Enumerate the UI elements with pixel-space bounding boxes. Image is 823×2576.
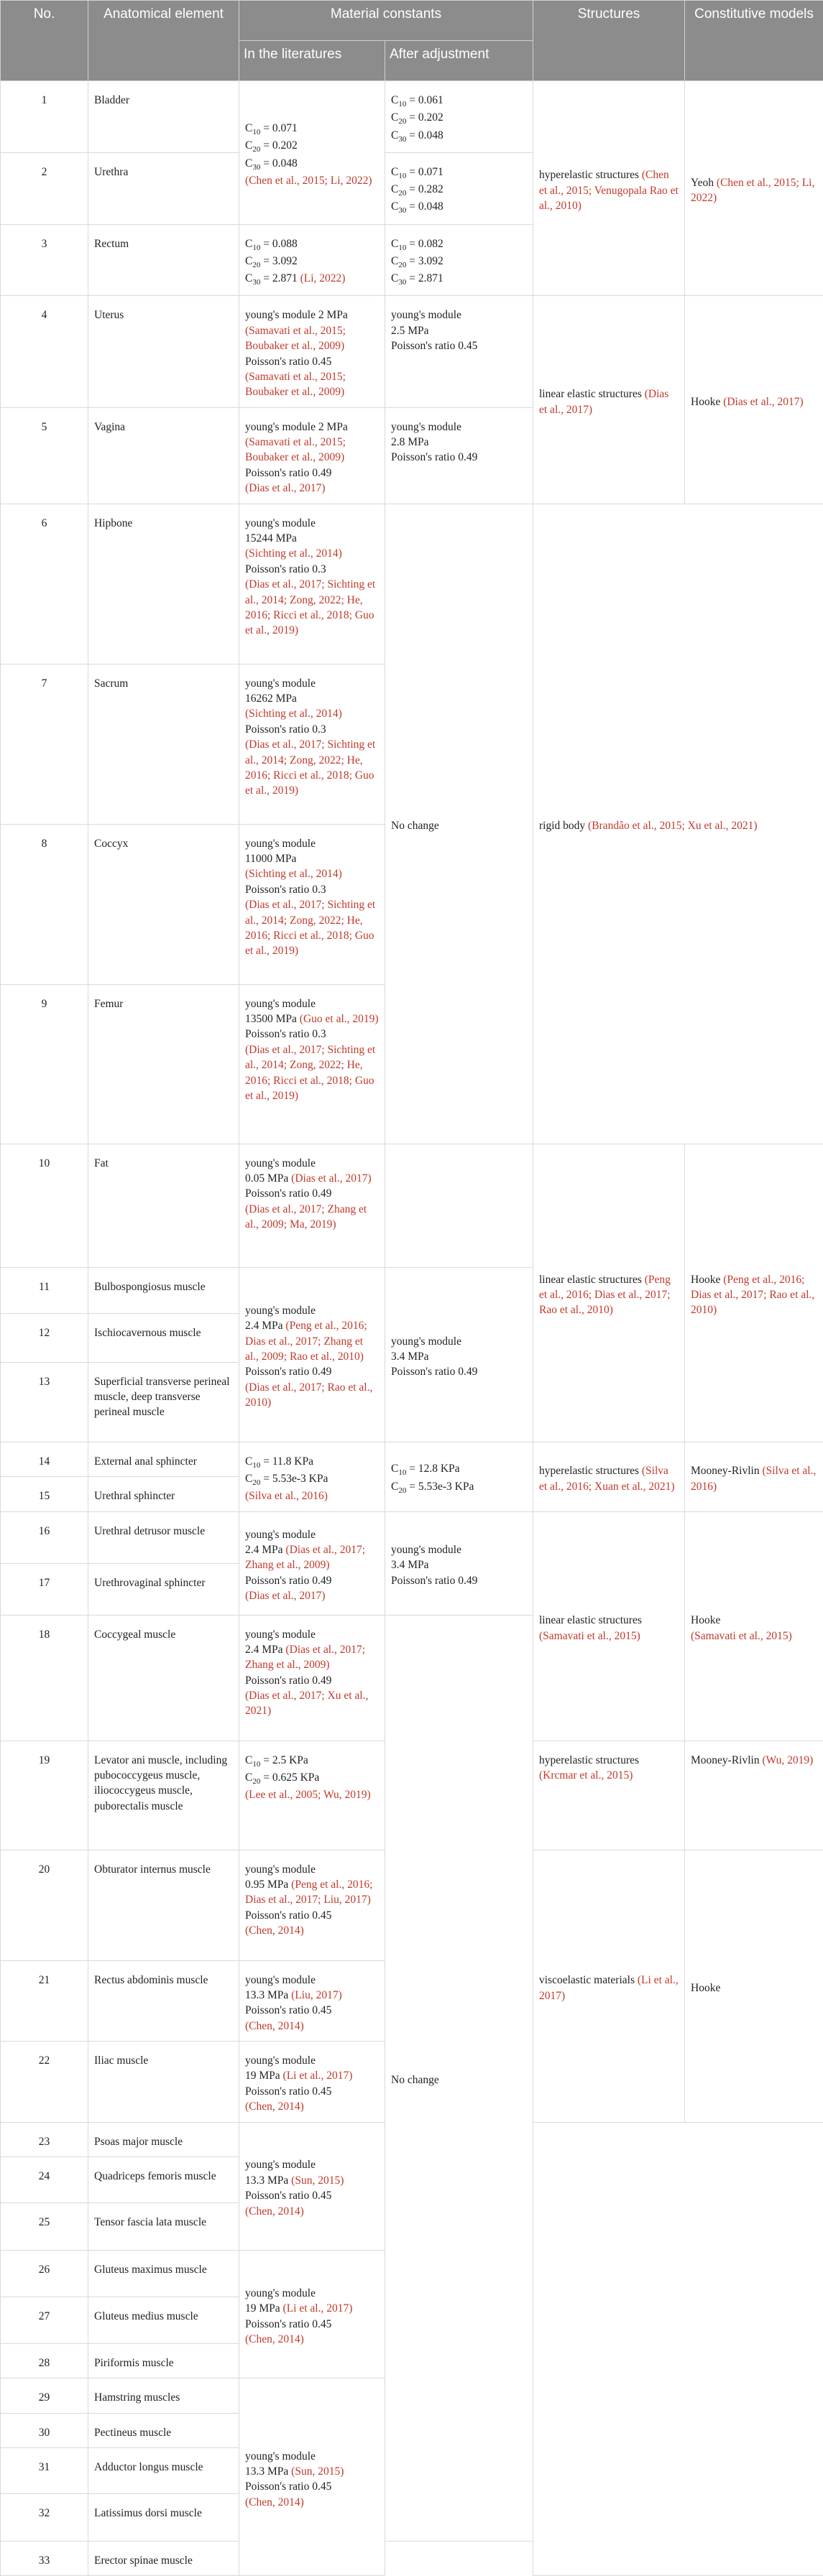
citation-link[interactable]: (Dias et al., 2017; Zhang et al., 2009) [245, 1544, 365, 1571]
literature-constants: young's module 13.3 MPa (Sun, 2015) Poisson's ratio 0.45 (Chen, 2014) [239, 2378, 385, 2576]
adjusted-constants: young's module 3.4 MPa Poisson's ratio 0.49 [385, 1511, 533, 1615]
model-cell: Yeoh (Chen et al., 2015; Li, 2022) [685, 81, 823, 296]
anatomical-element: Gluteus maximus muscle [88, 2250, 239, 2297]
anatomical-element: Psoas major muscle [88, 2122, 239, 2156]
citation-link[interactable]: (Peng et al., 2016; Dias et al., 2017; Rao et al., 2010) [691, 1274, 814, 1317]
anatomical-element: Urethral sphincter [88, 1477, 239, 1511]
structure-cell: hyperelastic structures (Krcmar et al., 2015) [533, 1741, 685, 1850]
citation-link[interactable]: (Dias et al., 2017) [245, 1590, 325, 1602]
row-number: 30 [1, 2413, 88, 2447]
structure-cell: linear elastic structures (Dias et al., 2017) [533, 296, 685, 504]
row-number: 6 [1, 504, 88, 664]
literature-constants: $C_{10} = 0.088$ $C_{20} = 3.092$ $C_{30} = 2.871$ (Li, 2022) [239, 224, 385, 296]
citation-link[interactable]: (Dias et al., 2017; Xu et al., 2021) [245, 1690, 368, 1717]
citation-link[interactable]: (Guo et al., 2019) [300, 1013, 379, 1025]
citation-link[interactable]: (Chen, 2014) [245, 2020, 304, 2032]
citation-link[interactable]: (Peng et al., 2016; Dias et al., 2017; Zhang et al., 2009; Rao et al., 2010) [245, 1320, 367, 1363]
model-cell: Hooke (Samavati et al., 2015) [685, 1511, 823, 1741]
anatomical-element: Pectineus muscle [88, 2413, 239, 2447]
citation-link[interactable]: (Samavati et al., 2015) [691, 1630, 792, 1642]
citation-link[interactable]: (Samavati et al., 2015; Boubaker et al., 2009) [245, 436, 346, 463]
citation-link[interactable]: (Dias et al., 2017; Zhang et al., 2009; Ma, 2019) [245, 1203, 367, 1231]
row-number: 8 [1, 824, 88, 984]
row-number: 25 [1, 2202, 88, 2250]
anatomical-element: Gluteus medius muscle [88, 2297, 239, 2343]
literature-constants: young's module 13500 MPa (Guo et al., 2019) Poisson's ratio 0.3 (Dias et al., 2017; Sichting et al., 2014; Zong, 2022; He, 2016; Ricci et al., 2018; Guo et al., 2019) [239, 984, 385, 1144]
literature-constants: young's module 0.05 MPa (Dias et al., 2017) Poisson's ratio 0.49 (Dias et al., 2017; Zhang et al., 2009; Ma, 2019) [239, 1144, 385, 1267]
citation-link[interactable]: (Sichting et al., 2014) [245, 868, 342, 880]
citation-link[interactable]: (Chen et al., 2015; Li, 2022) [245, 175, 372, 187]
literature-constants: $C_{10} = 2.5$ KPa $C_{20} = 0.625$ KPa (Lee et al., 2005; Wu, 2019) [239, 1741, 385, 1850]
citation-link[interactable]: (Li et al., 2017) [283, 2302, 353, 2315]
table-row [1, 296, 823, 407]
row-number: 23 [1, 2122, 88, 2156]
literature-constants: $C_{10} = 11.8$ KPa $C_{20} = 5.53e-3$ KPa (Silva et al., 2016) [239, 1442, 385, 1511]
row-number: 28 [1, 2343, 88, 2378]
anatomical-element: External anal sphincter [88, 1442, 239, 1476]
literature-constants: young's module 2.4 MPa (Dias et al., 2017; Zhang et al., 2009) Poisson's ratio 0.49 (Dias et al., 2017) [239, 1511, 385, 1615]
anatomical-element: Levator ani muscle, including pubococcygeus muscle, iliococcygeus muscle, puborectalis muscle [88, 1741, 239, 1850]
citation-link[interactable]: (Dias et al., 2017; Sichting et al., 2014; Zong, 2022; He, 2016; Ricci et al., 2018; Guo et al., 2019) [245, 1044, 375, 1102]
model-cell: Hooke (Dias et al., 2017) [685, 296, 823, 504]
anatomical-element: Fat [88, 1144, 239, 1267]
citation-link[interactable]: (Silva et al., 2016) [691, 1465, 816, 1492]
citation-link[interactable]: (Krcmar et al., 2015) [539, 1769, 633, 1782]
anatomical-element: Iliac muscle [88, 2042, 239, 2123]
header-anatomical-element: Anatomical element [88, 1, 239, 81]
citation-link[interactable]: (Wu, 2019) [762, 1754, 813, 1766]
citation-link[interactable]: (Samavati et al., 2015) [539, 1630, 640, 1642]
row-number: 9 [1, 984, 88, 1144]
citation-link[interactable]: (Chen et al., 2015; Li, 2022) [691, 177, 814, 204]
row-number: 1 [1, 81, 88, 153]
literature-constants: young's module 15244 MPa (Sichting et al., 2014) Poisson's ratio 0.3 (Dias et al., 2017; Sichting et al., 2014; Zong, 2022; He, 2016; Ricci et al., 2018; Guo et al., 2019) [239, 504, 385, 664]
row-number: 13 [1, 1362, 88, 1442]
structure-cell: hyperelastic structures (Silva et al., 2016; Xuan et al., 2021) [533, 1442, 685, 1511]
row-number: 19 [1, 1741, 88, 1850]
table-row [1, 1511, 823, 1563]
literature-constants: young's module 2 MPa (Samavati et al., 2015; Boubaker et al., 2009) Poisson's ratio 0.45 (Samavati et al., 2015; Boubaker et al., 2009) [239, 296, 385, 407]
literature-constants: young's module 2.4 MPa (Peng et al., 2016; Dias et al., 2017; Zhang et al., 2009; Rao et al., 2010) Poisson's ratio 0.49 (Dias et al., 2017; Rao et al., 2010) [239, 1267, 385, 1442]
adjusted-constants: young's module 2.8 MPa Poisson's ratio 0.49 [385, 407, 533, 504]
anatomical-element: Urethral detrusor muscle [88, 1511, 239, 1563]
citation-link[interactable]: (Sun, 2015) [291, 2174, 344, 2187]
model-cell: Mooney-Rivlin (Wu, 2019) [685, 1741, 823, 1850]
citation-link[interactable]: (Chen, 2014) [245, 2333, 304, 2345]
citation-link[interactable]: (Dias et al., 2017; Rao et al., 2010) [245, 1381, 372, 1409]
citation-link[interactable]: (Silva et al., 2016; Xuan et al., 2021) [539, 1465, 675, 1492]
row-number: 3 [1, 224, 88, 296]
row-number: 17 [1, 1563, 88, 1615]
citation-link[interactable]: (Lee et al., 2005; Wu, 2019) [245, 1789, 371, 1801]
adjusted-constants: young's module 2.5 MPa Poisson's ratio 0.45 [385, 296, 533, 407]
structure-cell: viscoelastic materials (Li et al., 2017) [533, 1850, 685, 2122]
row-number: 32 [1, 2494, 88, 2542]
row-number: 10 [1, 1144, 88, 1267]
citation-link[interactable]: (Peng et al., 2016; Dias et al., 2017; Rao et al., 2010) [539, 1274, 671, 1317]
literature-constants: young's module 13.3 MPa (Sun, 2015) Poisson's ratio 0.45 (Chen, 2014) [239, 2122, 385, 2250]
anatomical-element: Hamstring muscles [88, 2378, 239, 2413]
citation-link[interactable]: (Dias et al., 2017; Sichting et al., 2014; Zong, 2022; He, 2016; Ricci et al., 2018; Guo et al., 2019) [245, 738, 375, 797]
citation-link[interactable]: (Dias et al., 2017; Zhang et al., 2009) [245, 1644, 365, 1671]
citation-link[interactable]: (Silva et al., 2016) [245, 1490, 328, 1502]
citation-link[interactable]: (Sichting et al., 2014) [245, 547, 342, 560]
row-number: 7 [1, 664, 88, 824]
adjusted-constants: $C_{10} = 0.082$ $C_{20} = 3.092$ $C_{30} = 2.871$ [385, 224, 533, 296]
anatomical-element: Quadriceps femoris muscle [88, 2156, 239, 2202]
header-in-literatures: In the literatures [239, 41, 385, 81]
structure-cell: rigid body (Brandão et al., 2015; Xu et al., 2021) [533, 504, 823, 1144]
anatomical-element: Bladder [88, 81, 239, 153]
row-number: 24 [1, 2156, 88, 2202]
anatomical-element: Sacrum [88, 664, 239, 824]
citation-link[interactable]: (Dias et al., 2017) [245, 482, 325, 494]
anatomical-element: Superficial transverse perineal muscle, deep transverse perineal muscle [88, 1362, 239, 1442]
anatomical-element: Bulbospongiosus muscle [88, 1267, 239, 1313]
anatomical-element: Tensor fascia lata muscle [88, 2202, 239, 2250]
citation-link[interactable]: (Dias et al., 2017; Sichting et al., 2014; Zong, 2022; He, 2016; Ricci et al., 2018; Guo et al., 2019) [245, 578, 375, 636]
citation-link[interactable]: (Li et al., 2017) [539, 1974, 679, 2001]
model-cell: Mooney-Rivlin (Silva et al., 2016) [685, 1442, 823, 1511]
row-number: 33 [1, 2542, 88, 2576]
row-number: 4 [1, 296, 88, 407]
citation-link[interactable]: (Sichting et al., 2014) [245, 708, 342, 720]
anatomical-element: Vagina [88, 407, 239, 504]
row-number: 5 [1, 407, 88, 504]
structure-cell: hyperelastic structures (Chen et al., 2015; Venugopala Rao et al., 2010) [533, 81, 685, 296]
row-number: 2 [1, 152, 88, 224]
citation-link[interactable]: (Dias et al., 2017) [723, 396, 803, 408]
model-cell: Hooke (Peng et al., 2016; Dias et al., 2017; Rao et al., 2010) [685, 1144, 823, 1442]
citation-link[interactable]: (Dias et al., 2017; Sichting et al., 2014; Zong, 2022; He, 2016; Ricci et al., 2018; Guo et al., 2019) [245, 899, 375, 957]
header-constitutive-models: Constitutive models [685, 1, 823, 81]
citation-link[interactable]: (Liu, 2017) [291, 1989, 342, 2001]
citation-link[interactable]: (Li, 2022) [300, 272, 346, 284]
citation-link[interactable]: (Peng et al., 2016; Dias et al., 2017; Liu, 2017) [245, 1878, 372, 1906]
literature-constants: young's module 2.4 MPa (Dias et al., 2017; Zhang et al., 2009) Poisson's ratio 0.49 (Dias et al., 2017; Xu et al., 2021) [239, 1615, 385, 1741]
adjusted-constants: $C_{10} = 0.071$ $C_{20} = 0.282$ $C_{30} = 0.048$ [385, 152, 533, 224]
row-number: 26 [1, 2250, 88, 2297]
citation-link[interactable]: (Brandão et al., 2015; Xu et al., 2021) [588, 820, 757, 832]
row-number: 15 [1, 1477, 88, 1511]
adjusted-constants [385, 1144, 533, 1267]
row-number: 22 [1, 2042, 88, 2123]
row-number: 18 [1, 1615, 88, 1741]
literature-constants: young's module 19 MPa (Li et al., 2017) Poisson's ratio 0.45 (Chen, 2014) [239, 2250, 385, 2378]
structure-cell: linear elastic structures (Samavati et al., 2015) [533, 1511, 685, 1741]
anatomical-element: Rectum [88, 224, 239, 296]
row-number: 16 [1, 1511, 88, 1563]
literature-constants: young's module 13.3 MPa (Liu, 2017) Poisson's ratio 0.45 (Chen, 2014) [239, 1960, 385, 2042]
header-no: No. [1, 1, 88, 81]
anatomical-element: Latissimus dorsi muscle [88, 2494, 239, 2542]
adjusted-constants: $C_{10} = 12.8$ KPa $C_{20} = 5.53e-3$ KPa [385, 1442, 533, 1511]
model-cell: Hooke [685, 1850, 823, 2122]
header-material-constants: Material constants [239, 1, 533, 41]
citation-link[interactable]: (Samavati et al., 2015; Boubaker et al., 2009) [245, 371, 346, 398]
citation-link[interactable]: (Samavati et al., 2015; Boubaker et al., 2009) [245, 325, 346, 352]
adjusted-constants: young's module 3.4 MPa Poisson's ratio 0.49 [385, 1267, 533, 1442]
row-number: 29 [1, 2378, 88, 2413]
anatomical-element: Femur [88, 984, 239, 1144]
row-number: 31 [1, 2448, 88, 2494]
literature-constants: young's module 16262 MPa (Sichting et al., 2014) Poisson's ratio 0.3 (Dias et al., 2017; Sichting et al., 2014; Zong, 2022; He, 2016; Ricci et al., 2018; Guo et al., 2019) [239, 664, 385, 824]
anatomical-element: Obturator internus muscle [88, 1850, 239, 1960]
adjusted-constants: No change [385, 1615, 533, 2542]
structure-cell: linear elastic structures (Peng et al., 2016; Dias et al., 2017; Rao et al., 2010) [533, 1144, 685, 1442]
header-after-adjustment: After adjustment [385, 41, 533, 81]
row-number: 14 [1, 1442, 88, 1476]
anatomical-element: Adductor longus muscle [88, 2448, 239, 2494]
anatomical-element: Rectus abdominis muscle [88, 1960, 239, 2042]
adjusted-constants: $C_{10} = 0.061$ $C_{20} = 0.202$ $C_{30} = 0.048$ [385, 81, 533, 153]
citation-link[interactable]: (Chen, 2014) [245, 1924, 304, 1937]
row-number: 12 [1, 1313, 88, 1362]
row-number: 21 [1, 1960, 88, 2042]
literature-constants: young's module 19 MPa (Li et al., 2017) Poisson's ratio 0.45 (Chen, 2014) [239, 2042, 385, 2123]
structure-cell-empty [533, 2122, 823, 2576]
table-row [1, 504, 823, 664]
anatomical-element: Piriformis muscle [88, 2343, 239, 2378]
literature-constants: $C_{10} = 0.071$ $C_{20} = 0.202$ $C_{30} = 0.048$ (Chen et al., 2015; Li, 2022) [239, 81, 385, 225]
header-structures: Structures [533, 1, 685, 81]
literature-constants: young's module 0.95 MPa (Peng et al., 2016; Dias et al., 2017; Liu, 2017) Poisson's ratio 0.45 (Chen, 2014) [239, 1850, 385, 1960]
anatomical-element: Urethra [88, 152, 239, 224]
literature-constants: young's module 2 MPa (Samavati et al., 2015; Boubaker et al., 2009) Poisson's ratio 0.49 (Dias et al., 2017) [239, 407, 385, 504]
anatomical-element: Ischiocavernous muscle [88, 1313, 239, 1362]
table-row [1, 81, 823, 153]
citation-link[interactable]: (Dias et al., 2017) [539, 388, 668, 415]
anatomical-element: Urethrovaginal sphincter [88, 1563, 239, 1615]
anatomical-element: Erector spinae muscle [88, 2542, 239, 2576]
anatomical-element: Uterus [88, 296, 239, 407]
citation-link[interactable]: (Dias et al., 2017) [291, 1172, 371, 1185]
citation-link[interactable]: (Chen, 2014) [245, 2496, 304, 2508]
anatomical-element: Hipbone [88, 504, 239, 664]
anatomical-element: Coccygeal muscle [88, 1615, 239, 1741]
citation-link[interactable]: (Chen et al., 2015; Venugopala Rao et al., 2010) [539, 169, 679, 212]
row-number: 27 [1, 2297, 88, 2343]
adjusted-constants: No change [385, 504, 533, 1144]
table-row [1, 1144, 823, 1267]
literature-constants: young's module 11000 MPa (Sichting et al., 2014) Poisson's ratio 0.3 (Dias et al., 2017; Sichting et al., 2014; Zong, 2022; He, 2016; Ricci et al., 2018; Guo et al., 2019) [239, 824, 385, 984]
anatomical-element: Coccyx [88, 824, 239, 984]
table-row [1, 1442, 823, 1476]
citation-link[interactable]: (Chen, 2014) [245, 2100, 304, 2113]
row-number: 11 [1, 1267, 88, 1313]
citation-link[interactable]: (Li et al., 2017) [283, 2070, 353, 2082]
row-number: 20 [1, 1850, 88, 1960]
citation-link[interactable]: (Sun, 2015) [291, 2465, 344, 2478]
citation-link[interactable]: (Chen, 2014) [245, 2205, 304, 2218]
